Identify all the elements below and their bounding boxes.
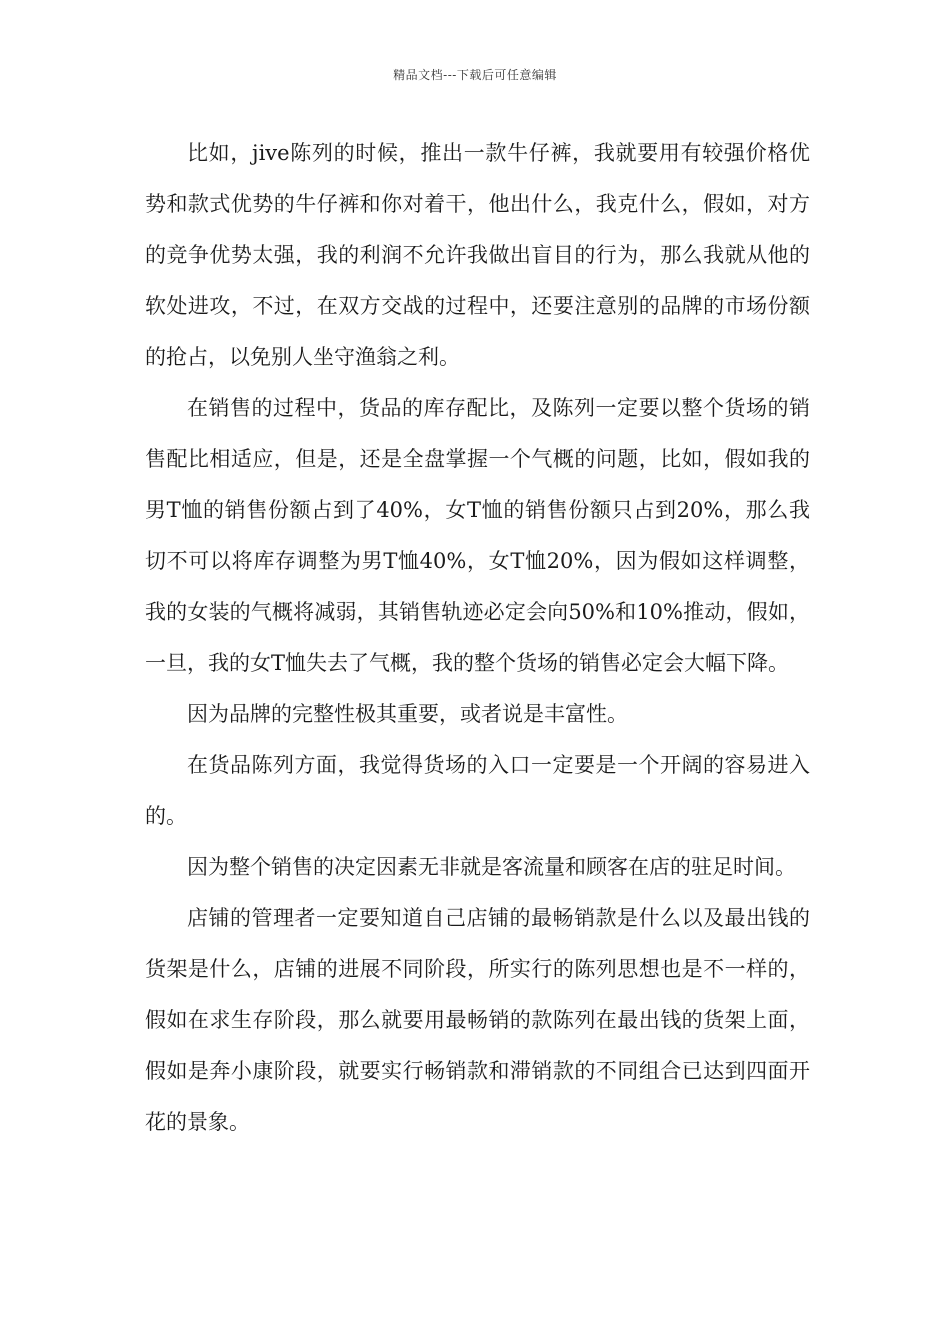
- document-body: [145, 128, 810, 1148]
- paragraph-3: 因为品牌的完整性极其重要，或者说是丰富性。: [187, 702, 628, 726]
- paragraph-2: 在销售的过程中，货品的库存配比，及陈列一定要以整个货场的销售配比相适应，但是，还是全盘掌握一个气概的问题，比如，假如我的男T恤的销售份额占到了40%，女T恤的销售份额只占到20%，那么我切不可以将库存调整为男T恤40%，女T恤20%，因为假如这样调整，我的女装的气概将减弱，其销售轨迹必定会向50%和10%推动，假如，一旦，我的女T恤失去了气概，我的整个货场的销售必定会大幅下降。: [145, 396, 810, 675]
- paragraph-4: 在货品陈列方面，我觉得货场的入口一定要是一个开阔的容易进入的。: [145, 753, 810, 828]
- paragraph-6: 店铺的管理者一定要知道自己店铺的最畅销款是什么以及最出钱的货架是什么，店铺的进展不同阶段，所实行的陈列思想也是不一样的，假如在求生存阶段，那么就要用最畅销的款陈列在最出钱的货架上面，假如是奔小康阶段，就要实行畅销款和滞销款的不同组合已达到四面开花的景象。: [145, 906, 810, 1134]
- paragraph-5: 因为整个销售的决定因素无非就是客流量和顾客在店的驻足时间。: [187, 855, 796, 879]
- paragraph-1: 比如，jive陈列的时候，推出一款牛仔裤，我就要用有较强价格优势和款式优势的牛仔裤和你对着干，他出什么，我克什么，假如，对方的竞争优势太强，我的利润不允许我做出盲目的行为，那么我就从他的软处进攻，不过，在双方交战的过程中，还要注意别的品牌的市场份额的抢占，以免别人坐守渔翁之利。: [145, 141, 810, 369]
- page-header: 精品文档---下载后可任意编辑: [393, 68, 557, 82]
